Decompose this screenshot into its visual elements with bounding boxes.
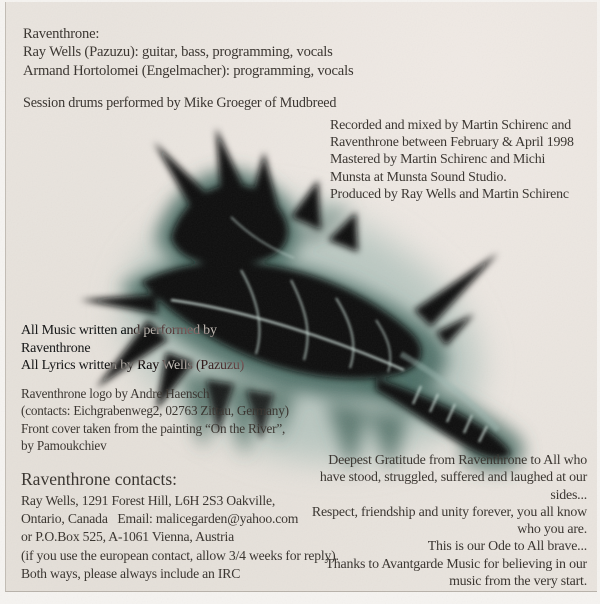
contact-line: Ontario, Canada Email: malicegarden@yahoo.com: [21, 511, 299, 527]
gratitude-line: Respect, friendship and unity forever, you all know: [311, 504, 587, 520]
member-credit: Ray Wells (Pazuzu): guitar, bass, programming, vocals: [23, 44, 333, 61]
production-line: Munsta at Munsta Sound Studio.: [330, 169, 507, 185]
writing-line: All Lyrics written by Ray Wells (Pazuzu): [21, 358, 245, 374]
contact-line: Ray Wells, 1291 Forest Hill, L6H 2S3 Oakville,: [21, 493, 276, 508]
production-credits: [330, 117, 574, 203]
gratitude-line: Thanks to Avantgarde Music for believing in our: [325, 556, 587, 572]
production-line: Raventhrone between February & April 1998: [330, 135, 574, 151]
artwork-line: by Pamoukchiev: [21, 437, 107, 453]
member-credit: Armand Hortolomei (Engelmacher): programming, vocals: [23, 62, 354, 79]
lineup-credits: [23, 25, 353, 80]
gratitude-line: have stood, struggled, suffered and laughed at our: [319, 470, 587, 486]
artwork-line: Raventhrone logo by Andre Haensch: [21, 386, 210, 401]
artwork-line: Front cover taken from the painting “On the River”,: [21, 420, 286, 436]
writing-line: Raventhrone: [21, 340, 91, 356]
artwork-credits: [21, 385, 289, 454]
band-name-heading: Raventhrone:: [23, 26, 100, 42]
contact-info: [21, 468, 339, 583]
artwork-line: (contacts: Eichgrabenweg2, 02763 Zittau, Germany): [21, 403, 289, 419]
session-drums-credit: Session drums performed by Mike Groeger of Mudbreed: [23, 95, 337, 111]
production-line: Mastered by Martin Schirenc and Michi: [330, 152, 546, 168]
writing-credits: [21, 322, 244, 375]
gratitude-message: [312, 452, 587, 590]
writing-line: All Music written and performed by: [21, 323, 217, 338]
gratitude-line: This is our Ode to All brave...: [427, 539, 587, 555]
booklet-page: [5, 2, 597, 592]
contact-line: Both ways, please always include an IRC: [21, 565, 241, 581]
production-line: Produced by Ray Wells and Martin Schirenc: [330, 186, 569, 202]
contact-line: (if you use the european contact, allow 3/4 weeks for reply).: [21, 547, 339, 563]
gratitude-line: who you are.: [517, 522, 587, 538]
production-line: Recorded and mixed by Martin Schirenc and: [330, 118, 571, 133]
contact-line: or P.O.Box 525, A-1061 Vienna, Austria: [21, 529, 234, 545]
contacts-heading: Raventhrone contacts:: [21, 469, 177, 489]
gratitude-line: Deepest Gratitude from Raventhrone to All who: [328, 453, 587, 468]
gratitude-line: sides...: [550, 487, 587, 503]
gratitude-line: music from the very start.: [449, 574, 587, 590]
